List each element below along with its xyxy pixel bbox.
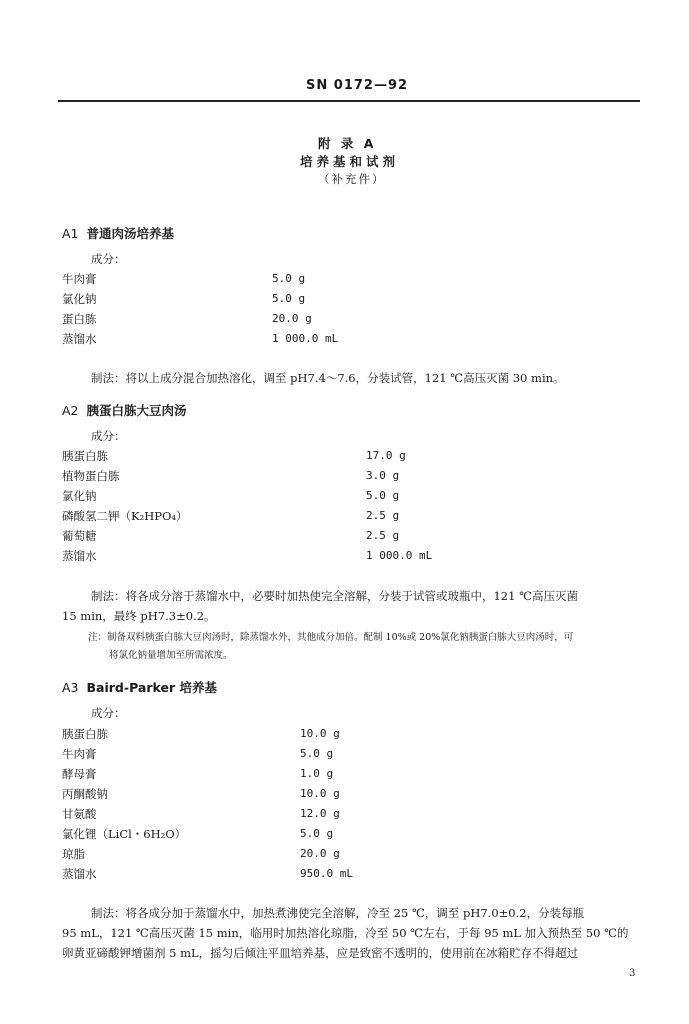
standard-code-header: SN 0172—92	[306, 78, 409, 93]
ingredient-amount: 10.0 g	[300, 787, 340, 800]
ingredient-amount: 1 000.0 mL	[272, 332, 339, 345]
ingredient-name: 氯化钠	[62, 489, 97, 503]
note-line: 注：制备双料胰蛋白胨大豆肉汤时，除蒸馏水外，其他成分加倍。配制 10%或 20%氯化钠胰蛋白胨大豆肉汤时，可	[88, 632, 574, 643]
ingredient-name: 植物蛋白胨	[62, 469, 120, 483]
ingredient-amount: 2.5 g	[366, 509, 400, 522]
note-line: 将氯化钠量增加至所需浓度。	[109, 650, 233, 661]
appendix-label: 附 录 A	[318, 136, 377, 151]
ingredient-name: 磷酸氢二钾（K₂HPO₄）	[62, 509, 188, 523]
ingredient-name: 氯化锂（LiCl・6H₂O）	[62, 827, 187, 841]
ingredient-name: 胰蛋白胨	[62, 449, 108, 463]
appendix-note: （补充件）	[318, 172, 386, 186]
page-number: 3	[629, 968, 636, 979]
ingredients-label: 成分：	[91, 706, 126, 720]
ingredient-name: 蛋白胨	[62, 312, 97, 326]
ingredient-amount: 3.0 g	[366, 469, 400, 482]
ingredient-name: 丙酮酸钠	[62, 787, 108, 801]
ingredient-amount: 5.0 g	[366, 489, 400, 502]
section-heading-a2	[62, 401, 187, 419]
section-title: Baird-Parker 培养基	[86, 680, 217, 695]
method-paragraph: 卵黄亚碲酸钾增菌剂 5 mL，摇匀后倾注平皿培养基，应是致密不透明的，使用前在冰箱贮存不得超过	[62, 946, 579, 960]
ingredient-name: 蒸馏水	[62, 867, 97, 881]
ingredient-amount: 20.0 g	[272, 312, 312, 325]
section-heading-a1	[62, 224, 174, 242]
ingredient-amount: 17.0 g	[366, 449, 406, 462]
ingredient-name: 牛肉膏	[62, 747, 97, 761]
method-paragraph: 制法：将各成分加于蒸馏水中，加热煮沸使完全溶解，冷至 25 ℃，调至 pH7.0±0.2，分装每瓶	[91, 906, 585, 920]
ingredient-amount: 5.0 g	[272, 272, 306, 285]
ingredient-name: 蒸馏水	[62, 549, 97, 563]
section-title: 普通肉汤培养基	[86, 226, 175, 241]
ingredient-amount: 5.0 g	[272, 292, 306, 305]
header-rule	[58, 100, 640, 102]
method-paragraph: 制法：将以上成分混合加热溶化，调至 pH7.4～7.6，分装试管，121 ℃高压灭菌 30 min。	[91, 371, 565, 385]
ingredient-name: 葡萄糖	[62, 529, 97, 543]
section-number: A3	[62, 680, 79, 695]
ingredients-label: 成分：	[91, 252, 126, 266]
section-number: A2	[62, 403, 79, 418]
ingredient-amount: 5.0 g	[300, 827, 334, 840]
ingredient-amount: 10.0 g	[300, 727, 340, 740]
ingredients-label: 成分：	[91, 429, 126, 443]
method-paragraph: 95 mL，121 ℃高压灭菌 15 min，临用时加热溶化琼脂，冷至 50 ℃左右，于每 95 mL 加入预热至 50 ℃的	[62, 926, 629, 940]
ingredient-amount: 5.0 g	[300, 747, 334, 760]
section-number: A1	[62, 226, 79, 241]
ingredient-amount: 1 000.0 mL	[366, 549, 433, 562]
method-paragraph: 制法：将各成分溶于蒸馏水中，必要时加热使完全溶解，分装于试管或玻瓶中，121 ℃高压灭菌	[91, 589, 578, 603]
section-title: 胰蛋白胨大豆肉汤	[86, 403, 187, 418]
appendix-title: 培养基和试剂	[300, 154, 400, 169]
ingredient-name: 牛肉膏	[62, 272, 97, 286]
section-heading-a3	[62, 678, 217, 696]
ingredient-name: 蒸馏水	[62, 332, 97, 346]
ingredient-name: 甘氨酸	[62, 807, 97, 821]
ingredient-name: 氯化钠	[62, 292, 97, 306]
ingredient-amount: 950.0 mL	[300, 867, 353, 880]
ingredient-amount: 2.5 g	[366, 529, 400, 542]
ingredient-name: 胰蛋白胨	[62, 727, 108, 741]
method-paragraph: 15 min，最终 pH7.3±0.2。	[62, 609, 216, 623]
ingredient-name: 琼脂	[62, 847, 85, 861]
ingredient-amount: 1.0 g	[300, 767, 334, 780]
ingredient-name: 酵母膏	[62, 767, 97, 781]
ingredient-amount: 12.0 g	[300, 807, 340, 820]
ingredient-amount: 20.0 g	[300, 847, 340, 860]
